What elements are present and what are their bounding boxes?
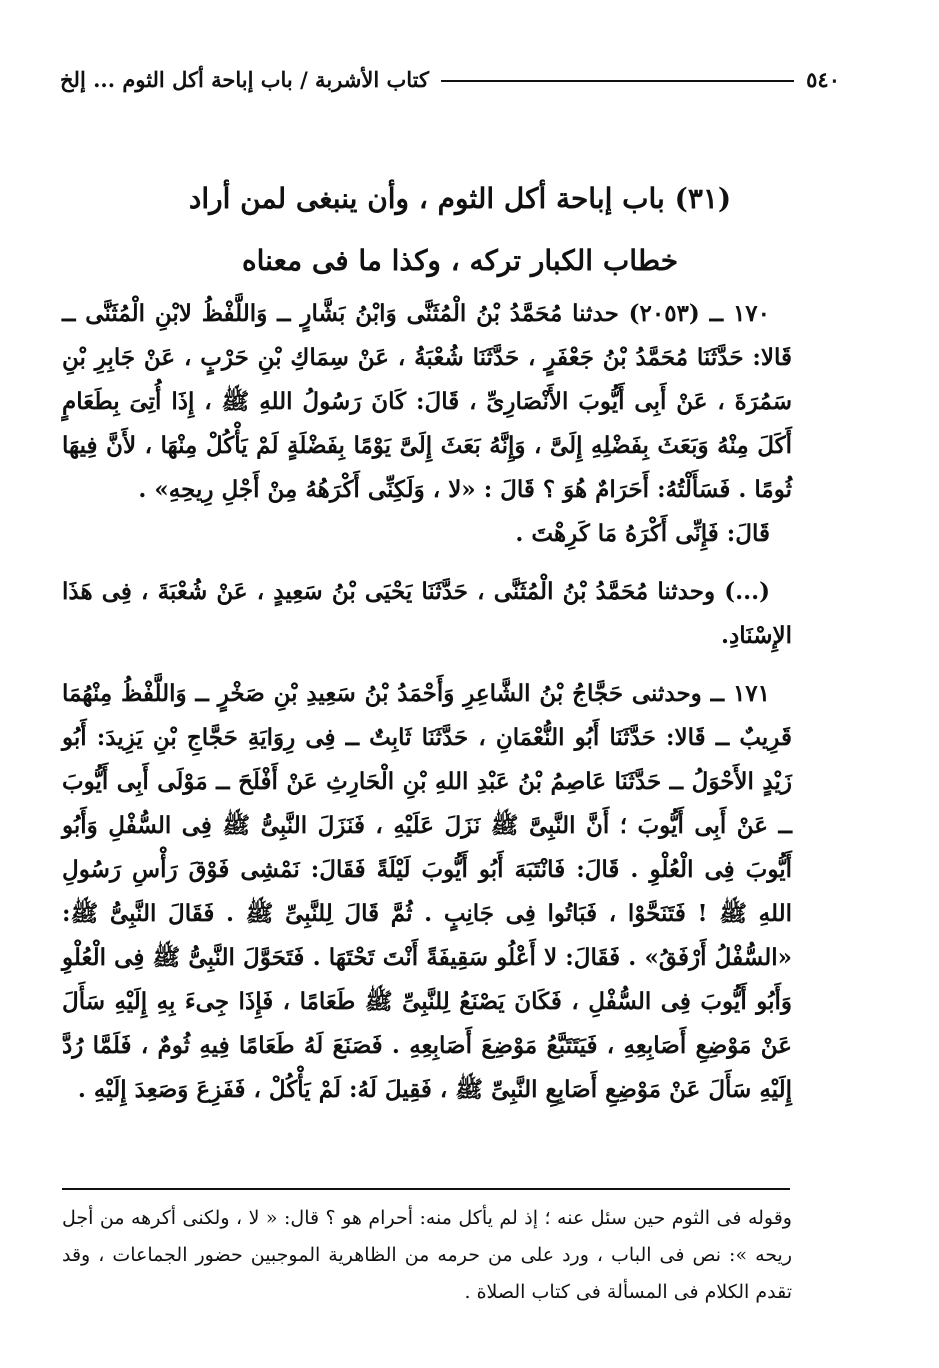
footnote [62, 1200, 792, 1311]
chapter-title-line-2: خطاب الكبار تركه ، وكذا ما فى معناه [241, 244, 679, 277]
header-rule [441, 80, 794, 82]
footnote-divider [62, 1188, 790, 1190]
hadith-170-text: ١٧٠ ــ (٢٠٥٣) حدثنا مُحَمَّدُ بْنُ الْمُثَنَّى وَابْنُ بَشَّارٍ ــ وَاللَّفْظُ لابْنِ الْمُثَنَّى ــ قَالا: حَدَّثَنَا مُحَمَّدُ بْنُ جَعْفَرٍ ، حَدَّثَنَا شُعْبَةُ ، عَنْ سِمَاكِ بْنِ حَرْبٍ ، عَنْ جَابِرِ بْنِ سَمُرَةَ ، عَنْ أَبِى أَيُّوبَ الأَنْصَارِىِّ ، قَالَ: كَانَ رَسُولُ اللهِ ﷺ ، إِذَا أُتِىَ بِطَعَامٍ أَكَلَ مِنْهُ وَبَعَثَ بِفَضْلِهِ إِلَىَّ ، وَإِنَّهُ بَعَثَ إِلَىَّ يَوْمًا بِفَضْلَةٍ لَمْ يَأْكُلْ مِنْهَا ، لأَنَّ فِيهَا ثُومًا . فَسَأَلْتُهُ: أَحَرَامٌ هُوَ ؟ قَالَ : «لا ، وَلَكِنِّى أَكْرَهُهُ مِنْ أَجْلِ رِيحِهِ» . [62, 300, 792, 503]
chapter-title-line-1: (٣١) باب إباحة أكل الثوم ، وأن ينبغى لمن أراد [188, 182, 732, 215]
running-title: كتاب الأشربة / باب إباحة أكل الثوم ... إلخ [60, 66, 429, 92]
running-header [60, 64, 840, 94]
footnote-text: وقوله فى الثوم حين سئل عنه ؛ إذ لم يأكل منه: أحرام هو ؟ قال: « لا ، ولكنى أكرهه من أجل ريحه »: نص فى الباب ، ورد على من حرمه من الظاهرية الموجبين حضور الجماعات ، وقد تقدم الكلام فى المسألة فى كتاب الصلاة . [62, 1207, 792, 1303]
main-text [62, 292, 792, 1112]
hadith-171-text: ١٧١ ــ وحدثنى حَجَّاجُ بْنُ الشَّاعِرِ وَأَحْمَدُ بْنُ سَعِيدِ بْنِ صَخْرٍ ــ وَاللَّفْظُ مِنْهُمَا قَرِيبٌ ــ قَالا: حَدَّثَنَا أَبُو النُّعْمَانِ ، حَدَّثَنَا ثَابِتٌ ــ فِى رِوَايَةِ حَجَّاجِ بْنِ يَزِيدَ: أَبُو زَيْدٍ الأَحْوَلُ ــ حَدَّثَنَا عَاصِمُ بْنُ عَبْدِ اللهِ بْنِ الْحَارِثِ عَنْ أَفْلَحَ ــ مَوْلَى أَبِى أَيُّوبَ ــ عَنْ أَبِى أَيُّوبَ ؛ أَنَّ النَّبِىَّ ﷺ نَزَلَ عَلَيْهِ ، فَنَزَلَ النَّبِىُّ ﷺ فِى السُّفْلِ وَأَبُو أَيُّوبَ فِى الْعُلْوِ . قَالَ: فَانْتَبَهَ أَبُو أَيُّوبَ لَيْلَةً فَقَالَ: نَمْشِى فَوْقَ رَأْسِ رَسُولِ اللهِ ﷺ ! فَتَنَحَّوْا ، فَبَاتُوا فِى جَانِبٍ . ثُمَّ قَالَ لِلنَّبِىِّ ﷺ . فَقَالَ النَّبِىُّ ﷺ: «السُّفْلُ أَرْفَقُ» . فَقَالَ: لا أَعْلُو سَقِيفَةً أَنْتَ تَحْتَهَا . فَتَحَوَّلَ النَّبِىُّ ﷺ فِى الْعُلْوِ وَأَبُو أَيُّوبَ فِى السُّفْلِ ، فَكَانَ يَصْنَعُ لِلنَّبِىِّ ﷺ طَعَامًا ، فَإِذَا جِىءَ بِهِ إِلَيْهِ سَأَلَ عَنْ مَوْضِعِ أَصَابِعِهِ ، فَيَتَتَبَّعُ مَوْضِعَ أَصَابِعِهِ . فَصَنَعَ لَهُ طَعَامًا فِيهِ ثُومٌ ، فَلَمَّا رُدَّ إِلَيْهِ سَأَلَ عَنْ مَوْضِعِ أَصَابِعِ النَّبِىِّ ﷺ ، فَقِيلَ لَهُ: لَمْ يَأْكُلْ ، فَفَزِعَ وَصَعِدَ إِلَيْهِ . [62, 680, 792, 1103]
page-number: ٥٤٠ [806, 66, 840, 92]
chapter-title [80, 168, 840, 292]
hadith-170-reply: قَالَ: فَإِنِّى أَكْرَهُ مَا كَرِهْتَ . [515, 520, 770, 547]
hadith-170-variant: (...) وحدثنا مُحَمَّدُ بْنُ الْمُثَنَّى ، حَدَّثَنَا يَحْيَى بْنُ سَعِيدٍ ، عَنْ شُعْبَةَ ، فِى هَذَا الإِسْنَادِ. [62, 578, 792, 649]
